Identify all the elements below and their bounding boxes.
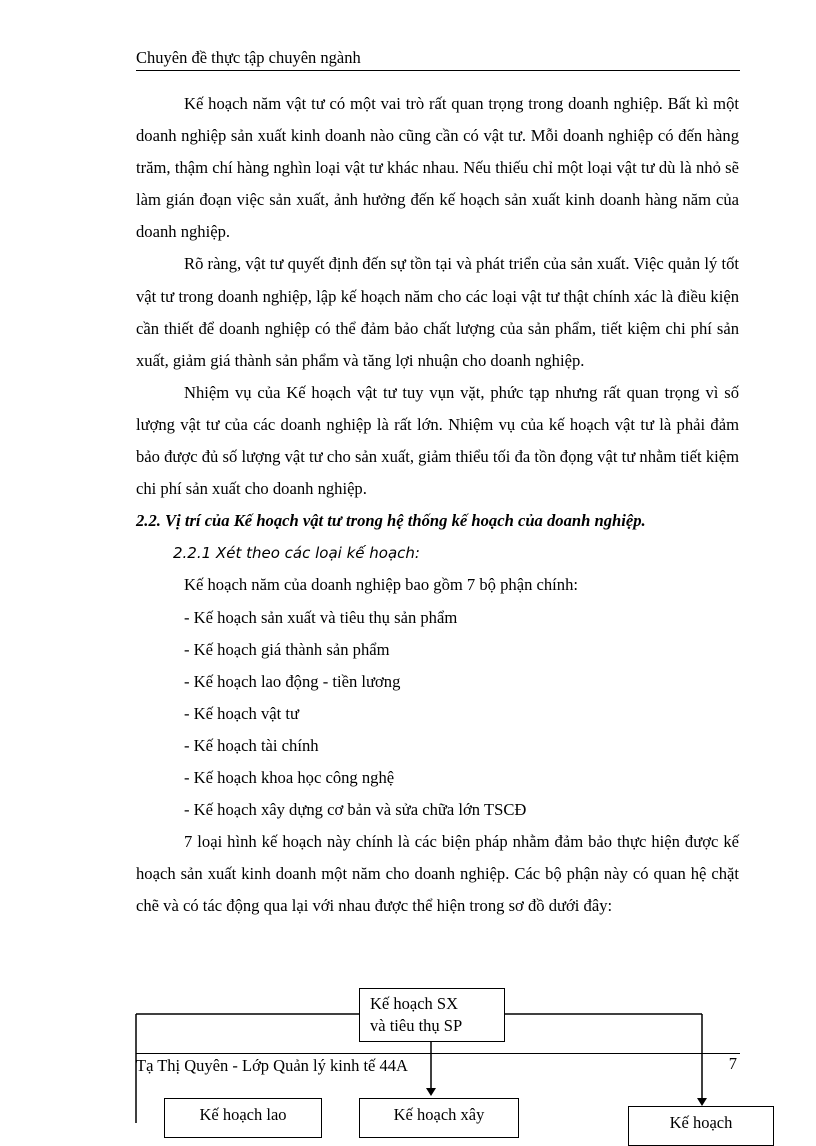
page-footer (136, 1053, 740, 1076)
subsection-heading: 2.2.1 Xét theo các loại kế hoạch: (173, 544, 420, 563)
list-item: - Kế hoạch lao động - tiền lương (184, 671, 401, 691)
list-item: - Kế hoạch xây dựng cơ bản và sửa chữa lớn TSCĐ (184, 800, 527, 820)
list-item: - Kế hoạch tài chính (184, 735, 319, 755)
box-line-2: và tiêu thụ SP (370, 1016, 463, 1035)
list-item: - Kế hoạch sản xuất và tiêu thụ sản phẩm (184, 607, 458, 627)
closing-paragraph: 7 loại hình kế hoạch này chính là các biện pháp nhằm đảm bảo thực hiện được kế hoạch sản xuất kinh doanh một năm cho doanh nghiệp. Các bộ phận này có quan hệ chặt chẽ và có tác động qua lại với nhau được thể hiện trong sơ đồ dưới đây: (136, 832, 739, 916)
paragraph-1: Kế hoạch năm vật tư có một vai trò rất quan trọng trong doanh nghiệp. Bất kì một doanh nghiệp sản xuất kinh doanh nào cũng cần có vật tư. Mỗi doanh nghiệp có đến hàng trăm, thậm chí hàng nghìn loại vật tư khác nhau. Nếu thiếu chỉ một loại vật tư dù là nhỏ sẽ làm gián đoạn việc sản xuất, ảnh hưởng đến kế hoạch sản xuất kinh doanh hàng năm của doanh nghiệp. (136, 94, 739, 242)
list-item: - Kế hoạch vật tư (184, 703, 299, 723)
diagram-box-construction-plan (359, 1098, 519, 1138)
list-item: - Kế hoạch khoa học công nghệ (184, 767, 395, 787)
diagram-box-labor-plan (164, 1098, 322, 1138)
page-number: 7 (728, 1054, 737, 1073)
list-item: - Kế hoạch giá thành sản phẩm (184, 639, 390, 659)
paragraph-3: Nhiệm vụ của Kế hoạch vật tư tuy vụn vặt, phức tạp nhưng rất quan trọng vì số lượng vật tư của các doanh nghiệp là rất lớn. Nhiệm vụ của kế hoạch vật tư là phải đảm bảo được đủ số lượng vật tư cho sản xuất, giảm thiểu tối đa tồn đọng vật tư nhằm tiết kiệm chi phí sản xuất cho doanh nghiệp. (136, 382, 739, 499)
header-title: Chuyên đề thực tập chuyên ngành (136, 48, 361, 67)
box-line-1: Kế hoạch SX (370, 994, 458, 1013)
box-label: Kế hoạch xây (393, 1105, 485, 1124)
box-label: Kế hoạch (669, 1113, 733, 1132)
box-label: Kế hoạch lao (199, 1105, 287, 1124)
paragraph-2: Rõ ràng, vật tư quyết định đến sự tồn tại và phát triển của sản xuất. Việc quản lý tốt vật tư trong doanh nghiệp, lập kế hoạch năm cho các loại vật tư thật chính xác là điều kiện cần thiết để doanh nghiệp có thể đảm bảo chất lượng của sản phẩm, tiết kiệm chi phí sản xuất, giảm giá thành sản phẩm và tăng lợi nhuận cho doanh nghiệp. (136, 254, 739, 370)
section-heading: 2.2. Vị trí của Kế hoạch vật tư trong hệ thống kế hoạch của doanh nghiệp. (136, 511, 646, 531)
diagram-box-production-plan (359, 988, 505, 1042)
diagram-box-plan-right (628, 1106, 774, 1146)
intro-line: Kế hoạch năm của doanh nghiệp bao gồm 7 bộ phận chính: (184, 575, 578, 595)
footer-author: Tạ Thị Quyên - Lớp Quản lý kinh tế 44A (136, 1056, 408, 1075)
